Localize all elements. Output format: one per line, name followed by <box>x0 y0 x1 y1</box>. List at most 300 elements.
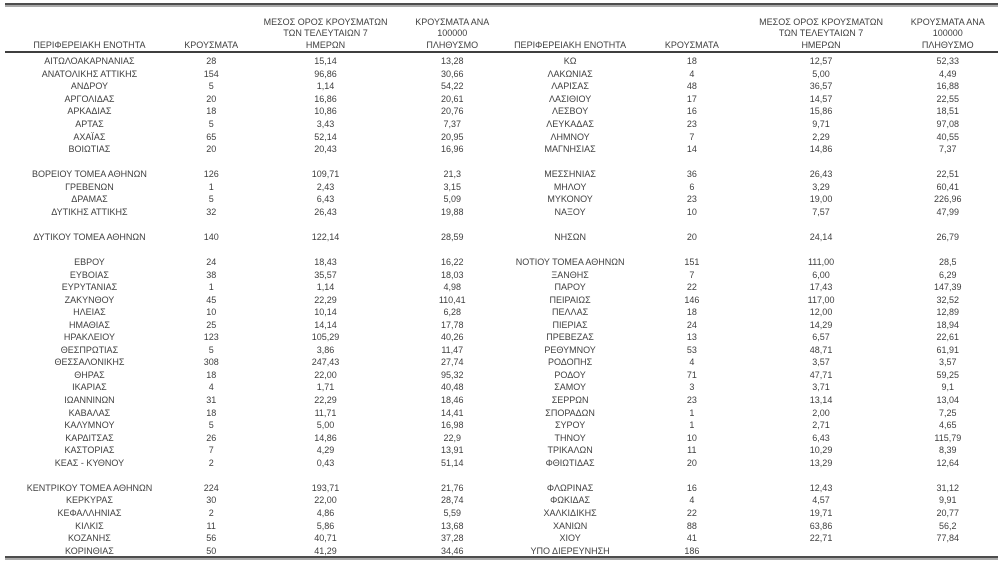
cases-cell: 16 <box>686 482 697 493</box>
avg7-cell: 26,43 <box>809 169 833 180</box>
table-row <box>0 143 497 156</box>
per100k-cell: 28,74 <box>440 495 464 506</box>
cases-cell: 140 <box>203 231 219 242</box>
per100k-cell: 26,79 <box>936 231 960 242</box>
region-cell: ΕΒΡΟΥ <box>74 257 105 268</box>
avg7-cell: 52,14 <box>314 131 337 142</box>
cases-cell: 53 <box>686 344 697 355</box>
avg7-cell: 14,14 <box>314 319 337 330</box>
spacer-row <box>503 469 1000 482</box>
region-cell: ΝΟΤΙΟΥ ΤΟΜΕΑ ΑΘΗΝΩΝ <box>515 257 625 268</box>
per100k-cell: 13,91 <box>440 445 464 456</box>
table-row <box>503 431 1000 444</box>
per100k-cell: 56,2 <box>939 520 957 531</box>
per100k-cell: 5,09 <box>443 194 461 205</box>
table-row <box>0 93 497 106</box>
per100k-cell: 22,51 <box>936 169 960 180</box>
bottom-divider <box>5 556 998 560</box>
avg7-cell: 14,29 <box>809 319 833 330</box>
table-row <box>503 55 1000 68</box>
region-cell: ΚΑΡΔΙΤΣΑΣ <box>65 432 114 443</box>
avg7-cell: 6,43 <box>316 194 335 205</box>
per100k-cell: 51,14 <box>440 457 464 468</box>
region-cell: ΘΕΣΣΑΛΟΝΙΚΗΣ <box>54 357 125 368</box>
table-row <box>503 256 1000 269</box>
per100k-cell: 18,51 <box>936 106 960 117</box>
cases-cell: 31 <box>206 395 217 406</box>
table-row <box>503 193 1000 206</box>
region-cell: ΣΠΟΡΑΔΩΝ <box>545 407 595 418</box>
spacer-row <box>503 218 1000 231</box>
cases-cell: 45 <box>206 294 217 305</box>
cases-cell: 7 <box>689 131 695 142</box>
region-cell: ΦΛΩΡΙΝΑΣ <box>546 482 594 493</box>
table-body <box>503 55 1000 557</box>
table-row <box>503 231 1000 244</box>
table-row <box>0 394 497 407</box>
regions-table-right <box>503 11 1000 557</box>
avg7-cell: 1,14 <box>316 282 335 293</box>
table-row <box>0 80 497 93</box>
table-row <box>0 281 497 294</box>
per100k-cell: 22,55 <box>936 93 960 104</box>
cases-cell: 26 <box>206 432 217 443</box>
cases-cell: 1 <box>689 407 695 418</box>
table-row <box>0 55 497 68</box>
cases-cell: 1 <box>689 420 695 431</box>
region-cell: ΧΑΝΙΩΝ <box>552 520 588 531</box>
region-cell: ΗΡΑΚΛΕΙΟΥ <box>63 332 115 343</box>
per100k-cell: 20,61 <box>440 93 464 104</box>
avg7-cell: 12,00 <box>809 307 833 318</box>
avg7-cell: 16,86 <box>314 93 337 104</box>
avg7-cell: 111,00 <box>807 257 835 268</box>
avg7-cell: 36,57 <box>809 81 833 92</box>
cases-cell: 50 <box>206 545 217 556</box>
per100k-cell: 6,29 <box>939 269 957 280</box>
table-row <box>503 494 1000 507</box>
cases-cell: 14 <box>686 144 697 155</box>
table-row <box>503 318 1000 331</box>
cases-cell: 48 <box>686 81 697 92</box>
avg7-cell: 22,00 <box>314 495 337 506</box>
region-cell: ΠΑΡΟΥ <box>554 282 586 293</box>
cases-cell: 6 <box>689 181 695 192</box>
table-row <box>503 118 1000 131</box>
cases-cell: 41 <box>686 533 697 544</box>
table-row <box>0 532 497 545</box>
region-cell: ΑΙΤΩΛΟΑΚΑΡΝΑΝΙΑΣ <box>44 56 135 67</box>
cases-cell: 23 <box>686 119 697 129</box>
avg7-cell: 20,43 <box>314 144 337 155</box>
avg7-cell: 2,71 <box>812 420 830 431</box>
table-row <box>503 419 1000 432</box>
cases-cell: 24 <box>686 319 697 330</box>
region-cell: ΛΑΚΩΝΙΑΣ <box>547 68 593 79</box>
region-cell: ΛΑΣΙΘΙΟΥ <box>548 93 592 104</box>
avg7-header-line2: ΤΩΝ ΤΕΛΕΥΤΑΙΩΝ 7 <box>778 28 864 38</box>
table-row <box>0 369 497 382</box>
spacer-row <box>0 469 497 482</box>
cases-cell: 56 <box>206 533 217 544</box>
table-row <box>503 444 1000 457</box>
cases-cell: 18 <box>206 369 217 380</box>
table-row <box>503 268 1000 281</box>
avg7-cell: 2,43 <box>316 181 335 192</box>
cases-cell: 10 <box>686 206 697 217</box>
per100k-cell: 95,32 <box>440 369 464 380</box>
avg7-cell: 11,71 <box>314 407 337 418</box>
header-divider <box>5 51 998 53</box>
per100k-cell: 12,64 <box>936 457 960 468</box>
region-cell: ΝΑΞΟΥ <box>554 206 586 217</box>
cases-cell: 18 <box>686 56 697 67</box>
table-row <box>0 318 497 331</box>
per100k-header-line1: ΚΡΟΥΣΜΑΤΑ ΑΝΑ 100000 <box>415 16 490 38</box>
avg7-cell: 3,29 <box>812 181 830 192</box>
region-cell: ΒΟΡΕΙΟΥ ΤΟΜΕΑ ΑΘΗΝΩΝ <box>32 169 147 180</box>
avg7-cell: 48,71 <box>809 344 833 355</box>
region-cell: ΝΗΣΩΝ <box>554 231 586 242</box>
per100k-cell: 7,37 <box>939 144 957 155</box>
table-row <box>503 532 1000 545</box>
table-row <box>0 168 497 181</box>
table-row <box>0 344 497 357</box>
cases-cell: 18 <box>206 106 217 117</box>
cases-cell: 20 <box>686 231 697 242</box>
avg7-cell: 3,57 <box>812 357 830 368</box>
region-cell: ΑΝΑΤΟΛΙΚΗΣ ΑΤΤΙΚΗΣ <box>41 68 138 79</box>
cases-cell: 308 <box>203 357 219 368</box>
table-row <box>503 105 1000 118</box>
avg7-cell: 5,00 <box>812 68 830 79</box>
cases-cell: 65 <box>206 131 217 142</box>
avg7-cell: 10,14 <box>314 307 337 318</box>
region-cell: ΞΑΝΘΗΣ <box>551 269 589 280</box>
per100k-cell: 97,08 <box>936 119 960 129</box>
cases-cell: 11 <box>687 445 697 456</box>
region-cell: ΛΕΥΚΑΔΑΣ <box>546 119 594 129</box>
per100k-cell: 13,68 <box>440 520 464 531</box>
per100k-cell: 115,79 <box>934 432 962 443</box>
per100k-cell: 9,91 <box>939 495 957 506</box>
cases-cell: 20 <box>206 93 217 104</box>
table-row <box>503 331 1000 344</box>
per100k-cell: 13,04 <box>936 395 960 406</box>
table-row <box>503 519 1000 532</box>
region-cell: ΣΕΡΡΩΝ <box>551 395 589 406</box>
per100k-cell: 7,37 <box>443 119 461 129</box>
per100k-header-line2: ΠΛΗΘΥΣΜΟ <box>426 39 479 50</box>
avg7-cell: 3,71 <box>812 382 830 393</box>
per100k-cell: 20,77 <box>936 507 960 518</box>
avg7-header-line3: ΗΜΕΡΩΝ <box>801 39 841 50</box>
cases-cell: 25 <box>206 319 217 330</box>
avg7-cell: 105,29 <box>311 332 340 343</box>
per100k-cell: 22,9 <box>443 432 461 443</box>
per100k-cell: 16,88 <box>936 81 960 92</box>
spacer-row <box>0 218 497 231</box>
per100k-cell: 9,1 <box>941 382 955 393</box>
region-cell: ΚΩ <box>563 56 577 67</box>
per100k-cell: 28,5 <box>939 257 957 268</box>
per100k-cell: 28,59 <box>440 231 464 242</box>
cases-cell: 11 <box>206 520 216 531</box>
region-cell: ΛΕΣΒΟΥ <box>551 106 589 117</box>
avg7-cell: 14,86 <box>809 144 833 155</box>
avg7-cell: 12,57 <box>809 56 833 67</box>
table-row <box>0 444 497 457</box>
region-cell: ΕΥΒΟΙΑΣ <box>69 269 109 280</box>
region-cell: ΜΕΣΣΗΝΙΑΣ <box>544 169 596 180</box>
table-row <box>503 507 1000 520</box>
table-row <box>503 394 1000 407</box>
avg7-cell: 9,71 <box>812 119 830 129</box>
spacer-row <box>0 243 497 256</box>
table-row <box>503 143 1000 156</box>
per100k-header-line2: ΠΛΗΘΥΣΜΟ <box>921 39 974 50</box>
per100k-cell: 7,25 <box>939 407 957 418</box>
region-cell: ΓΡΕΒΕΝΩΝ <box>65 181 114 192</box>
table-header <box>0 11 497 51</box>
region-cell: ΧΑΛΚΙΔΙΚΗΣ <box>543 507 597 518</box>
per100k-cell: 22,61 <box>936 332 960 343</box>
table-row <box>0 306 497 319</box>
per100k-cell: 226,96 <box>934 194 962 205</box>
region-cell: ΤΡΙΚΑΛΩΝ <box>547 445 593 456</box>
table-row <box>503 130 1000 143</box>
avg7-cell: 10,29 <box>809 445 833 456</box>
table-row <box>503 168 1000 181</box>
avg7-header-line3: ΗΜΕΡΩΝ <box>305 39 346 50</box>
region-cell: ΚΕΡΚΥΡΑΣ <box>65 495 113 506</box>
region-cell: ΜΑΓΝΗΣΙΑΣ <box>544 144 596 155</box>
cases-cell: 146 <box>684 294 700 305</box>
region-cell: ΜΥΚΟΝΟΥ <box>547 194 593 205</box>
cases-cell: 126 <box>203 169 219 180</box>
avg7-cell: 1,71 <box>316 382 335 393</box>
avg7-cell: 12,43 <box>809 482 833 493</box>
region-cell: ΚΕΝΤΡΙΚΟΥ ΤΟΜΕΑ ΑΘΗΝΩΝ <box>26 482 153 493</box>
avg7-cell: 10,86 <box>314 106 337 117</box>
cases-cell: 2 <box>208 507 214 518</box>
cases-cell: 7 <box>208 445 214 456</box>
table-row <box>503 80 1000 93</box>
per100k-cell: 12,89 <box>936 307 960 318</box>
cases-cell: 4 <box>689 357 695 368</box>
avg7-cell: 26,43 <box>314 206 337 217</box>
cases-cell: 32 <box>206 206 217 217</box>
table-row <box>503 406 1000 419</box>
avg7-cell: 7,57 <box>812 206 830 217</box>
region-cell: ΠΙΕΡΙΑΣ <box>552 319 588 330</box>
table-row <box>0 457 497 470</box>
per100k-cell: 30,66 <box>440 68 464 79</box>
cases-cell: 36 <box>686 169 697 180</box>
cases-cell: 10 <box>206 307 217 318</box>
cases-cell: 22 <box>686 282 697 293</box>
table-row <box>0 419 497 432</box>
region-cell: ΘΗΡΑΣ <box>74 369 105 380</box>
per100k-cell: 3,15 <box>443 181 461 192</box>
cases-cell: 186 <box>684 545 700 556</box>
table-row <box>503 68 1000 81</box>
table-row <box>0 256 497 269</box>
column-header-cases: ΚΡΟΥΣΜΑΤΑ <box>184 39 239 50</box>
per100k-cell: 21,3 <box>443 169 461 180</box>
per100k-cell: 18,46 <box>440 395 464 406</box>
avg7-cell: 247,43 <box>311 357 340 368</box>
per100k-cell: 40,55 <box>936 131 960 142</box>
table-row <box>503 369 1000 382</box>
avg7-cell: 17,43 <box>809 282 833 293</box>
per100k-cell: 18,94 <box>936 319 960 330</box>
regions-table-left <box>0 11 497 557</box>
cases-cell: 24 <box>206 257 217 268</box>
per100k-cell: 20,76 <box>440 106 464 117</box>
avg7-cell: 15,14 <box>314 56 337 67</box>
cases-cell: 28 <box>206 56 217 67</box>
cases-cell: 20 <box>686 457 697 468</box>
region-cell: ΠΡΕΒΕΖΑΣ <box>546 332 594 343</box>
table-row <box>503 482 1000 495</box>
avg7-cell: 96,86 <box>314 68 337 79</box>
per100k-cell: 27,74 <box>440 357 464 368</box>
cases-cell: 16 <box>686 106 697 117</box>
avg7-cell: 41,29 <box>314 545 337 556</box>
spacer-row <box>503 243 1000 256</box>
region-cell: ΘΕΣΠΡΩΤΙΑΣ <box>60 344 119 355</box>
per100k-cell: 8,39 <box>939 445 957 456</box>
per100k-cell: 3,57 <box>939 357 957 368</box>
column-header-region: ΠΕΡΙΦΕΡΕΙΑΚΗ ΕΝΟΤΗΤΑ <box>33 39 146 50</box>
avg7-cell: 35,57 <box>314 269 337 280</box>
cases-cell: 4 <box>208 382 214 393</box>
top-divider <box>5 3 998 7</box>
column-header-avg7 <box>747 17 896 52</box>
avg7-header-line1: ΜΕΣΟΣ ΟΡΟΣ ΚΡΟΥΣΜΑΤΩΝ <box>263 16 388 27</box>
cases-cell: 5 <box>208 420 214 431</box>
avg7-cell: 6,43 <box>812 432 830 443</box>
region-cell: ΡΟΔΟΠΗΣ <box>547 357 593 368</box>
region-cell: ΚΑΒΑΛΑΣ <box>68 407 111 418</box>
cases-cell: 224 <box>203 482 219 493</box>
per100k-cell: 34,46 <box>440 545 464 556</box>
spacer-row <box>503 155 1000 168</box>
avg7-cell: 14,57 <box>809 93 833 104</box>
region-cell: ΔΡΑΜΑΣ <box>71 194 108 205</box>
avg7-cell: 47,71 <box>809 369 833 380</box>
region-cell: ΚΟΡΙΝΘΙΑΣ <box>65 545 114 556</box>
region-cell: ΡΕΘΥΜΝΟΥ <box>544 344 596 355</box>
per100k-cell: 5,59 <box>443 507 461 518</box>
cases-cell: 20 <box>206 144 217 155</box>
region-cell: ΔΥΤΙΚΗΣ ΑΤΤΙΚΗΣ <box>51 206 128 217</box>
region-cell: ΦΩΚΙΔΑΣ <box>550 495 591 506</box>
column-header-per100k <box>408 17 497 52</box>
avg7-cell: 40,71 <box>314 533 337 544</box>
table-row <box>0 268 497 281</box>
region-cell: ΚΕΦΑΛΛΗΝΙΑΣ <box>57 507 122 518</box>
avg7-cell: 24,14 <box>809 231 833 242</box>
region-cell: ΗΜΑΘΙΑΣ <box>69 319 110 330</box>
per100k-cell: 77,84 <box>936 533 960 544</box>
cases-cell: 5 <box>208 344 214 355</box>
region-cell: ΚΕΑΣ - ΚΥΘΝΟΥ <box>54 457 125 468</box>
cases-cell: 5 <box>208 119 214 129</box>
table-header <box>503 11 1000 51</box>
avg7-cell: 15,86 <box>809 106 833 117</box>
table-row <box>0 231 497 244</box>
spacer-row <box>0 155 497 168</box>
avg7-header-line2: ΤΩΝ ΤΕΛΕΥΤΑΙΩΝ 7 <box>283 28 368 38</box>
per100k-cell: 40,26 <box>440 332 464 343</box>
avg7-cell: 4,57 <box>812 495 830 506</box>
per100k-cell: 6,28 <box>443 307 461 318</box>
avg7-cell: 2,29 <box>812 131 830 142</box>
avg7-cell: 6,00 <box>812 269 830 280</box>
region-cell: ΖΑΚΥΝΘΟΥ <box>64 294 115 305</box>
table-row <box>503 293 1000 306</box>
per100k-cell: 40,48 <box>440 382 464 393</box>
region-cell: ΠΕΙΡΑΙΩΣ <box>549 294 591 305</box>
table-row <box>0 118 497 131</box>
per100k-cell: 110,41 <box>438 294 466 305</box>
avg7-cell: 193,71 <box>311 482 340 493</box>
region-cell: ΙΚΑΡΙΑΣ <box>72 382 107 393</box>
avg7-cell: 14,86 <box>314 432 337 443</box>
table-row <box>0 431 497 444</box>
avg7-header-line1: ΜΕΣΟΣ ΟΡΟΣ ΚΡΟΥΣΜΑΤΩΝ <box>759 16 883 27</box>
cases-cell: 154 <box>203 68 219 79</box>
per100k-cell: 61,91 <box>936 344 960 355</box>
cases-cell: 88 <box>686 520 697 531</box>
per100k-cell: 4,65 <box>939 420 957 431</box>
region-cell: ΗΛΕΙΑΣ <box>73 307 106 318</box>
table-row <box>0 519 497 532</box>
per100k-cell: 4,98 <box>443 282 461 293</box>
cases-cell: 18 <box>686 307 697 318</box>
cases-cell: 5 <box>208 81 214 92</box>
per100k-cell: 147,39 <box>934 282 962 293</box>
avg7-cell: 4,86 <box>316 507 335 518</box>
cases-cell: 10 <box>686 432 697 443</box>
table-row <box>0 507 497 520</box>
per100k-cell: 13,28 <box>440 56 464 67</box>
region-cell: ΚΑΛΥΜΝΟΥ <box>64 420 115 431</box>
cases-cell: 123 <box>203 332 219 343</box>
avg7-cell: 2,00 <box>812 407 830 418</box>
per100k-cell: 21,76 <box>440 482 464 493</box>
column-header-avg7 <box>244 17 408 52</box>
cases-cell: 71 <box>686 369 697 380</box>
cases-cell: 18 <box>206 407 217 418</box>
per100k-cell: 20,95 <box>440 131 464 142</box>
region-cell: ΚΙΛΚΙΣ <box>75 520 104 531</box>
region-cell: ΡΟΔΟΥ <box>554 369 586 380</box>
cases-cell: 38 <box>206 269 217 280</box>
avg7-cell: 117,00 <box>807 294 835 305</box>
table-body <box>0 55 497 557</box>
per100k-cell: 52,33 <box>936 56 960 67</box>
table-row <box>503 93 1000 106</box>
region-cell: ΠΕΛΛΑΣ <box>552 307 589 318</box>
per100k-cell: 47,99 <box>936 206 960 217</box>
avg7-cell: 3,43 <box>316 119 335 129</box>
table-row <box>0 206 497 219</box>
avg7-cell: 22,29 <box>314 294 337 305</box>
cases-cell: 4 <box>689 68 695 79</box>
